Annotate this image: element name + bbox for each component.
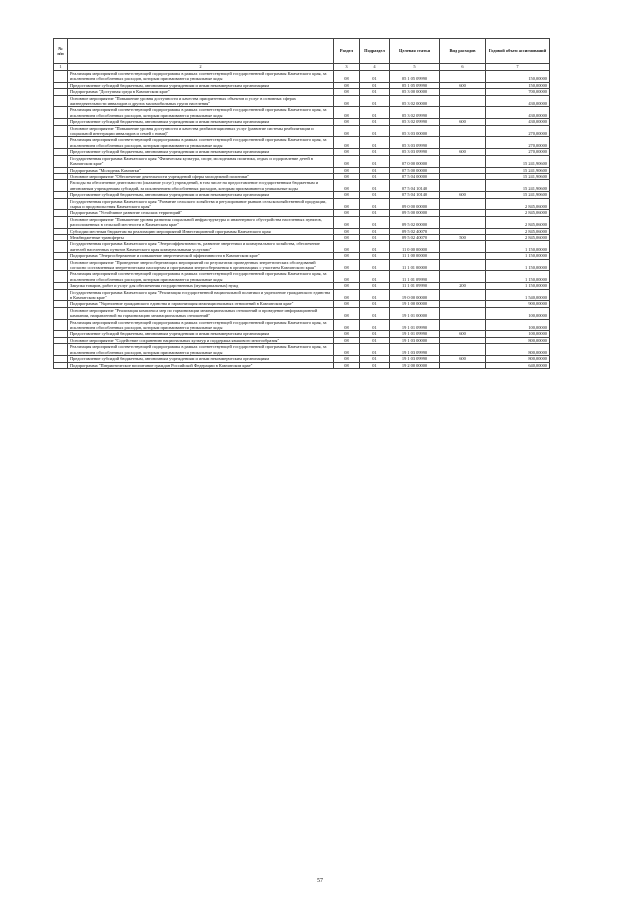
- row-target: 19 0 00 00000: [390, 289, 440, 301]
- row-expense: [440, 216, 486, 228]
- table-row: [54, 125, 550, 137]
- row-section: 08: [334, 173, 360, 179]
- row-section: 08: [334, 307, 360, 319]
- row-name: Предоставление субсидий бюджетным, автономным учреждениям и иным некоммерческим организациям: [68, 356, 334, 362]
- row-section: 08: [334, 331, 360, 337]
- row-name: Реализация мероприятий соответствующей подпрограммы в рамках соответствующей государственной программы Камчатского края, за исключением обособленных расходов, которым присваиваются уникальные коды: [68, 271, 334, 283]
- row-amount: 270,00000: [486, 149, 550, 155]
- row-section: 08: [334, 107, 360, 119]
- row-num: [54, 289, 68, 301]
- row-section: 08: [334, 337, 360, 343]
- row-name: Государственная программа Камчатского края "Физическая культура, спорт, молодежная политика, отдых и оздоровление детей в Камчатском крае": [68, 155, 334, 167]
- row-num: [54, 241, 68, 253]
- row-amount: 430,00000: [486, 119, 550, 125]
- header-amount: Годовой объем ассигнований: [486, 39, 550, 64]
- row-target: 19 2 00 00000: [390, 362, 440, 368]
- row-name: Реализация мероприятий соответствующей подпрограммы в рамках соответствующей государственной программы Камчатского края, за исключением обособленных расходов, которым присваиваются уникальные коды: [68, 71, 334, 83]
- row-expense: [440, 198, 486, 210]
- header-name: [68, 39, 334, 64]
- row-subsection: 01: [360, 89, 390, 95]
- row-amount: 2 845,06000: [486, 210, 550, 216]
- header-expense: Вид расходов: [440, 39, 486, 64]
- row-target: 19 1 00 00000: [390, 301, 440, 307]
- row-name: Предоставление субсидий бюджетным, автономным учреждениям и иным некоммерческим организациям: [68, 149, 334, 155]
- row-target: 07 5 00 00000: [390, 167, 440, 173]
- row-name: Подпрограмма "Укрепление гражданского единства и гармонизация межнациональных отношений в Камчатском крае": [68, 301, 334, 307]
- column-number: 5: [390, 64, 440, 71]
- row-expense: [440, 137, 486, 149]
- row-amount: 1 150,00000: [486, 253, 550, 259]
- row-amount: 800,00000: [486, 356, 550, 362]
- row-target: 05 3 03 00000: [390, 125, 440, 137]
- row-subsection: 01: [360, 253, 390, 259]
- row-target: 19 1 01 09990: [390, 331, 440, 337]
- row-amount: 2 845,06000: [486, 198, 550, 210]
- row-target: 19 1 03 00000: [390, 337, 440, 343]
- row-subsection: 01: [360, 283, 390, 289]
- row-target: 11 1 01 09990: [390, 271, 440, 283]
- row-subsection: 01: [360, 241, 390, 253]
- column-number: 3: [334, 64, 360, 71]
- row-target: 09 5 02 00000: [390, 216, 440, 228]
- table-row: [54, 216, 550, 228]
- row-expense: 500: [440, 234, 486, 240]
- header-row: [54, 39, 550, 64]
- header-target: Целевая статья: [390, 39, 440, 64]
- row-subsection: 01: [360, 319, 390, 331]
- row-subsection: 01: [360, 198, 390, 210]
- table-row: [54, 155, 550, 167]
- row-expense: 200: [440, 283, 486, 289]
- row-amount: 430,00000: [486, 95, 550, 107]
- row-amount: 430,00000: [486, 107, 550, 119]
- column-number: 4: [360, 64, 390, 71]
- table-row: [54, 259, 550, 271]
- row-target: 05 3 03 09990: [390, 149, 440, 155]
- header-section: Раздел: [334, 39, 360, 64]
- row-subsection: 01: [360, 331, 390, 337]
- row-target: 19 1 01 00000: [390, 307, 440, 319]
- row-expense: 600: [440, 119, 486, 125]
- row-name: Реализация мероприятий соответствующей подпрограммы в рамках соответствующей государственной программы Камчатского края, за исключением обособленных расходов, которым присваиваются уникальные коды: [68, 319, 334, 331]
- row-name: Предоставление субсидий бюджетным, автономным учреждениям и иным некоммерческим организациям: [68, 192, 334, 198]
- row-section: 08: [334, 82, 360, 88]
- row-subsection: 01: [360, 149, 390, 155]
- row-section: 08: [334, 271, 360, 283]
- row-name: Основное мероприятие "Содействие сохранению национальных культур и поддержка языкового многообразия": [68, 337, 334, 343]
- row-amount: 100,00000: [486, 307, 550, 319]
- row-name: Закупка товаров, работ и услуг для обеспечения государственных (муниципальных) нужд: [68, 283, 334, 289]
- row-num: [54, 125, 68, 137]
- row-expense: [440, 95, 486, 107]
- row-subsection: 01: [360, 155, 390, 167]
- row-expense: [440, 289, 486, 301]
- row-section: 08: [334, 319, 360, 331]
- row-amount: 1 150,00000: [486, 259, 550, 271]
- row-subsection: 01: [360, 307, 390, 319]
- table-row: [54, 289, 550, 301]
- row-subsection: 01: [360, 167, 390, 173]
- table-row: [54, 107, 550, 119]
- row-name: Предоставление субсидий бюджетным, автономным учреждениям и иным некоммерческим организациям: [68, 82, 334, 88]
- row-name: Основное мероприятие "Повышение уровня доступности и качества приоритетных объектов и услуг в основных сферах жизнедеятельности инвалидов и других маломобильных групп населения": [68, 95, 334, 107]
- row-section: 08: [334, 241, 360, 253]
- row-expense: [440, 180, 486, 192]
- table-row: [54, 71, 550, 83]
- row-num: [54, 137, 68, 149]
- row-num: [54, 344, 68, 356]
- row-amount: 2 845,06000: [486, 228, 550, 234]
- row-amount: 15 241,90600: [486, 167, 550, 173]
- row-subsection: 01: [360, 95, 390, 107]
- row-section: 08: [334, 356, 360, 362]
- row-amount: 100,00000: [486, 331, 550, 337]
- row-name: Субсидии местным бюджетам на реализацию мероприятий Инвестиционной программы Камчатского края: [68, 228, 334, 234]
- row-amount: 640,00000: [486, 362, 550, 368]
- row-subsection: 01: [360, 216, 390, 228]
- row-name: Реализация мероприятий соответствующей подпрограммы в рамках соответствующей государственной программы Камчатского края, за исключением обособленных расходов, которым присваиваются уникальные коды: [68, 344, 334, 356]
- row-target: 05 1 05 09990: [390, 71, 440, 83]
- row-target: 07 5 04 10140: [390, 192, 440, 198]
- row-name: Государственная программа Камчатского края "Энергоэффективность, развитие энергетики и коммунального хозяйства, обеспечение жителей населенных пунктов Камчатского края коммунальными услугами": [68, 241, 334, 253]
- row-name: Подпрограмма "Устойчивое развитие сельских территорий": [68, 210, 334, 216]
- row-subsection: 01: [360, 107, 390, 119]
- row-subsection: 01: [360, 173, 390, 179]
- row-num: [54, 198, 68, 210]
- row-expense: 600: [440, 331, 486, 337]
- row-section: 08: [334, 198, 360, 210]
- row-num: [54, 362, 68, 368]
- column-number: 7: [486, 64, 550, 71]
- row-num: [54, 95, 68, 107]
- row-subsection: 01: [360, 180, 390, 192]
- row-amount: 1 540,00000: [486, 289, 550, 301]
- row-name: Основное мероприятие "Реализация комплекса мер по гармонизации межнациональных отношений и проведение информационной кампании, направленной на гармонизацию межнациональных отношений": [68, 307, 334, 319]
- row-subsection: 01: [360, 228, 390, 234]
- row-expense: [440, 107, 486, 119]
- row-section: 08: [334, 283, 360, 289]
- row-target: 05 1 05 09990: [390, 82, 440, 88]
- row-amount: 800,00000: [486, 344, 550, 356]
- row-section: 08: [334, 180, 360, 192]
- row-section: 08: [334, 253, 360, 259]
- row-expense: 600: [440, 149, 486, 155]
- row-name: Основное мероприятие "Обеспечение деятельности учреждений сферы молодежной политики": [68, 173, 334, 179]
- row-section: 08: [334, 71, 360, 83]
- row-expense: [440, 362, 486, 368]
- row-expense: [440, 71, 486, 83]
- row-subsection: 01: [360, 192, 390, 198]
- budget-table: [53, 38, 550, 369]
- row-name: Предоставление субсидий бюджетным, автономным учреждениям и иным некоммерческим организациям: [68, 119, 334, 125]
- row-section: 08: [334, 289, 360, 301]
- header-subsection: Подраздел: [360, 39, 390, 64]
- row-amount: 15 241,90600: [486, 192, 550, 198]
- row-num: [54, 180, 68, 192]
- row-subsection: 01: [360, 234, 390, 240]
- row-amount: 1 150,00000: [486, 283, 550, 289]
- row-subsection: 01: [360, 301, 390, 307]
- budget-table-sheet: [53, 38, 549, 369]
- row-section: 08: [334, 301, 360, 307]
- row-amount: 2 845,06000: [486, 234, 550, 240]
- row-section: 08: [334, 125, 360, 137]
- row-section: 08: [334, 89, 360, 95]
- table-row: [54, 362, 550, 368]
- row-amount: 2 845,06000: [486, 216, 550, 228]
- row-amount: 1 150,00000: [486, 241, 550, 253]
- row-section: 08: [334, 216, 360, 228]
- column-number-row: [54, 64, 550, 71]
- row-expense: [440, 344, 486, 356]
- row-subsection: 01: [360, 289, 390, 301]
- row-num: [54, 155, 68, 167]
- row-target: 09 5 00 00000: [390, 210, 440, 216]
- row-section: 08: [334, 95, 360, 107]
- row-target: 11 1 00 00000: [390, 253, 440, 259]
- row-name: Подпрограмма "Патриотическое воспитание граждан Российской Федерации в Камчатском крае": [68, 362, 334, 368]
- table-row: [54, 95, 550, 107]
- row-expense: 600: [440, 356, 486, 362]
- row-section: 08: [334, 167, 360, 173]
- row-amount: 270,00000: [486, 125, 550, 137]
- row-name: Государственная программа Камчатского края "Развитие сельского хозяйства и регулирование рынков сельскохозяйственной продукции, сырья и продовольствия Камчатского края": [68, 198, 334, 210]
- row-target: 05 3 03 09990: [390, 137, 440, 149]
- row-name: Основное мероприятие "Повышение уровня развития социальной инфраструктуры и инженерного обустройства населенных пунктов, расположенных в сельской местности в Камчатском крае": [68, 216, 334, 228]
- row-section: 08: [334, 149, 360, 155]
- page-number: 57: [317, 878, 323, 884]
- row-amount: 15 241,90600: [486, 180, 550, 192]
- table-body: [54, 71, 550, 369]
- row-subsection: 01: [360, 362, 390, 368]
- row-subsection: 01: [360, 119, 390, 125]
- row-name: Основное мероприятие "Проведение энергосберегающих мероприятий по результатам проведенных энергетических обследований согласно составленным энергетическим паспортам и программам энергосбережения в организациях с участием Камчатского края": [68, 259, 334, 271]
- row-section: 08: [334, 155, 360, 167]
- row-section: 08: [334, 228, 360, 234]
- row-section: 08: [334, 210, 360, 216]
- row-expense: [440, 155, 486, 167]
- row-subsection: 01: [360, 82, 390, 88]
- row-section: 08: [334, 344, 360, 356]
- table-row: [54, 137, 550, 149]
- row-amount: 700,00000: [486, 89, 550, 95]
- row-target: 19 1 01 09990: [390, 319, 440, 331]
- row-subsection: 01: [360, 259, 390, 271]
- table-row: [54, 241, 550, 253]
- row-section: 08: [334, 119, 360, 125]
- row-name: Основное мероприятие "Повышение уровня доступности и качества реабилитационных услуг (развитие системы реабилитации и социальной интеграции инвалидов и семей с ними)": [68, 125, 334, 137]
- row-amount: 900,00000: [486, 301, 550, 307]
- column-number: 1: [54, 64, 68, 71]
- table-row: [54, 198, 550, 210]
- row-subsection: 01: [360, 125, 390, 137]
- row-name: Расходы на обеспечение деятельности (оказание услуг) учреждений, в том числе на предоставление государственным бюджетным и автономным учреждениям субсидий, за исключением обособленных расходов, которым присваиваются уникальные коды: [68, 180, 334, 192]
- row-expense: 600: [440, 192, 486, 198]
- row-name: Реализация мероприятий соответствующей подпрограммы в рамках соответствующей государственной программы Камчатского края, за исключением обособленных расходов, которым присваиваются уникальные коды: [68, 107, 334, 119]
- row-num: [54, 216, 68, 228]
- row-amount: 15 241,90600: [486, 173, 550, 179]
- row-target: 05 3 02 09990: [390, 107, 440, 119]
- row-amount: 150,00000: [486, 82, 550, 88]
- table-row: [54, 344, 550, 356]
- row-amount: 800,00000: [486, 337, 550, 343]
- row-name: Предоставление субсидий бюджетным, автономным учреждениям и иным некоммерческим организациям: [68, 331, 334, 337]
- table-row: [54, 319, 550, 331]
- row-expense: [440, 125, 486, 137]
- row-subsection: 01: [360, 71, 390, 83]
- row-num: [54, 71, 68, 83]
- row-subsection: 01: [360, 356, 390, 362]
- row-target: 11 0 00 00000: [390, 241, 440, 253]
- row-target: 05 3 02 00000: [390, 95, 440, 107]
- row-section: 08: [334, 259, 360, 271]
- row-expense: 600: [440, 82, 486, 88]
- row-name: Подпрограмма "Энергосбережение и повышение энергетической эффективности в Камчатском крае": [68, 253, 334, 259]
- row-target: 09 5 02 40070: [390, 228, 440, 234]
- row-amount: 270,00000: [486, 137, 550, 149]
- row-name: Государственная программа Камчатского края "Реализация государственной национальной политики и укрепление гражданского единства в Камчатском крае": [68, 289, 334, 301]
- row-section: 08: [334, 362, 360, 368]
- row-target: 09 0 00 00000: [390, 198, 440, 210]
- row-subsection: 01: [360, 137, 390, 149]
- row-target: 11 1 01 00000: [390, 259, 440, 271]
- row-amount: 150,00000: [486, 71, 550, 83]
- row-target: 09 5 02 40070: [390, 234, 440, 240]
- row-subsection: 01: [360, 210, 390, 216]
- row-target: 07 5 04 10140: [390, 180, 440, 192]
- row-subsection: 01: [360, 344, 390, 356]
- column-number: 2: [68, 64, 334, 71]
- row-target: 19 1 03 09990: [390, 344, 440, 356]
- row-section: 08: [334, 192, 360, 198]
- table-row: [54, 180, 550, 192]
- row-target: 07 5 04 00000: [390, 173, 440, 179]
- row-num: [54, 307, 68, 319]
- table-row: [54, 271, 550, 283]
- row-subsection: 01: [360, 337, 390, 343]
- row-num: [54, 319, 68, 331]
- table-row: [54, 307, 550, 319]
- row-num: [54, 259, 68, 271]
- row-name: Реализация мероприятий соответствующей подпрограммы в рамках соответствующей государственной программы Камчатского края, за исключением обособленных расходов, которым присваиваются уникальные коды: [68, 137, 334, 149]
- row-target: 05 3 00 00000: [390, 89, 440, 95]
- row-target: 07 0 00 00000: [390, 155, 440, 167]
- row-expense: [440, 307, 486, 319]
- row-num: [54, 107, 68, 119]
- row-target: 05 3 02 09990: [390, 119, 440, 125]
- row-section: 08: [334, 234, 360, 240]
- row-amount: 1 150,00000: [486, 271, 550, 283]
- row-amount: 100,00000: [486, 319, 550, 331]
- row-name: Подпрограмма "Доступная среда в Камчатском крае": [68, 89, 334, 95]
- header-num: № п/п: [54, 39, 68, 64]
- row-target: 19 1 03 09990: [390, 356, 440, 362]
- row-expense: [440, 259, 486, 271]
- row-section: 08: [334, 137, 360, 149]
- row-expense: [440, 319, 486, 331]
- row-target: 11 1 01 09990: [390, 283, 440, 289]
- column-number: 6: [440, 64, 486, 71]
- row-expense: [440, 271, 486, 283]
- row-name: Межбюджетные трансферты: [68, 234, 334, 240]
- row-amount: 15 241,90600: [486, 155, 550, 167]
- row-name: Подпрограмма "Молодежь Камчатки": [68, 167, 334, 173]
- row-expense: [440, 241, 486, 253]
- row-num: [54, 271, 68, 283]
- row-subsection: 01: [360, 271, 390, 283]
